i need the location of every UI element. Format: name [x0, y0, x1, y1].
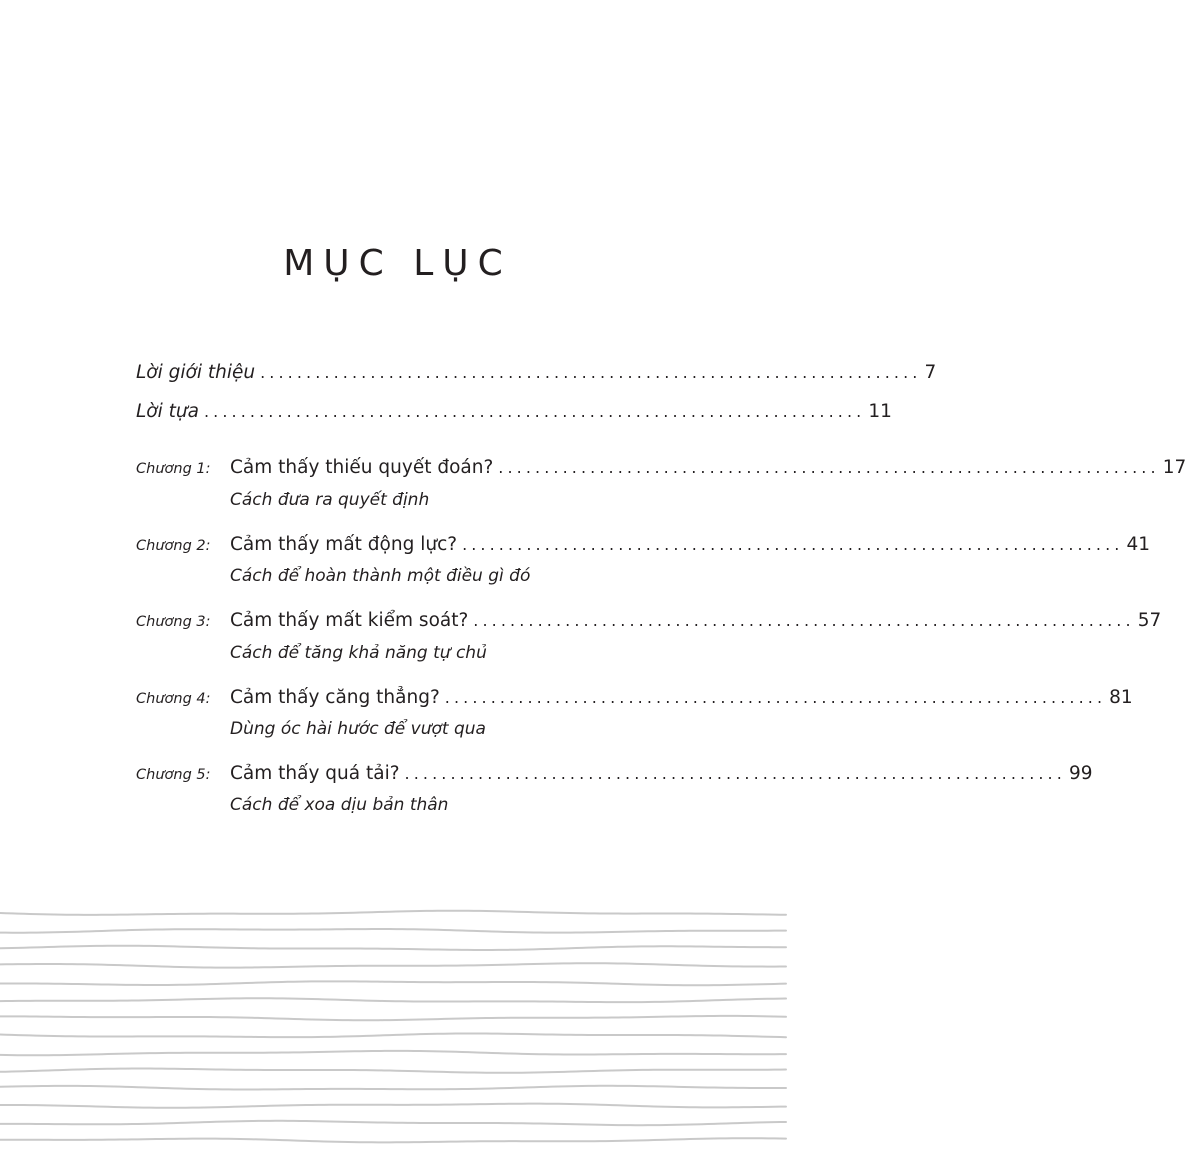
chapter-label: Chương 5: [136, 767, 211, 783]
wavy-line [0, 963, 786, 967]
toc-entry-chapter-2[interactable] [136, 534, 1150, 555]
wavy-line [0, 1069, 786, 1073]
chapter-subtitle: Cách để xoa dịu bản thân [230, 795, 449, 815]
wavy-line [0, 1016, 786, 1020]
wavy-line [0, 981, 786, 985]
chapter-subtitle: Cách để hoàn thành một điều gì đó [230, 566, 531, 586]
dot-leader: ........................................................................ [404, 764, 1066, 783]
chapter-label: Chương 1: [136, 461, 211, 477]
toc-entry-chapter-5[interactable] [136, 763, 1093, 784]
chapter-subtitle: Dùng óc hài hước để vượt qua [230, 719, 486, 739]
wavy-line [0, 911, 786, 915]
toc-entry-title: Cảm thấy thiếu quyết đoán? [230, 457, 494, 478]
wavy-line [0, 946, 786, 950]
wavy-line [0, 1121, 786, 1125]
toc-page-number: 99 [1068, 763, 1093, 784]
dot-leader: ........................................................................ [444, 688, 1107, 707]
toc-entry-title: Cảm thấy mất động lực? [230, 534, 458, 555]
toc-page-number: 81 [1109, 687, 1133, 708]
dot-leader: ........................................................................ [498, 458, 1160, 477]
chapter-label: Chương 3: [136, 614, 211, 630]
toc-entry-chapter-4[interactable] [136, 687, 1133, 708]
toc-page-number: 7 [924, 362, 937, 383]
wavy-line [0, 1051, 786, 1055]
toc-page-number: 17 [1162, 457, 1186, 478]
wavy-line [0, 929, 786, 933]
toc-entry-title: Cảm thấy quá tải? [230, 763, 400, 784]
chapter-subtitle: Cách để tăng khả năng tự chủ [230, 643, 487, 663]
dot-leader: ........................................................................ [462, 535, 1124, 554]
toc-entry-introduction[interactable] [136, 362, 937, 383]
toc-entry-title: Cảm thấy căng thẳng? [230, 687, 440, 708]
toc-entry-preface[interactable] [136, 401, 892, 422]
toc-page-number: 11 [868, 401, 892, 422]
wavy-line [0, 1086, 786, 1090]
dot-leader: ........................................................................ [203, 402, 866, 421]
toc-page-number: 57 [1137, 610, 1162, 631]
toc-entry-title: Lời tựa [136, 401, 199, 422]
toc-entry-title: Lời giới thiệu [136, 362, 256, 383]
chapter-subtitle: Cách đưa ra quyết định [230, 490, 430, 510]
wavy-line [0, 1138, 786, 1142]
toc-page-number: 41 [1126, 534, 1150, 555]
chapter-label: Chương 4: [136, 691, 211, 707]
wavy-line [0, 1104, 786, 1108]
page-title: MỤC LỤC [283, 243, 512, 284]
toc-entry-chapter-3[interactable] [136, 610, 1162, 631]
chapter-label: Chương 2: [136, 538, 211, 554]
wavy-lines-decoration [0, 895, 786, 1158]
wavy-line [0, 998, 786, 1002]
toc-entry-title: Cảm thấy mất kiểm soát? [230, 610, 469, 631]
toc-entry-chapter-1[interactable] [136, 457, 1186, 478]
wavy-line [0, 1034, 786, 1038]
dot-leader: ........................................................................ [260, 363, 922, 382]
dot-leader: ........................................................................ [473, 611, 1135, 630]
